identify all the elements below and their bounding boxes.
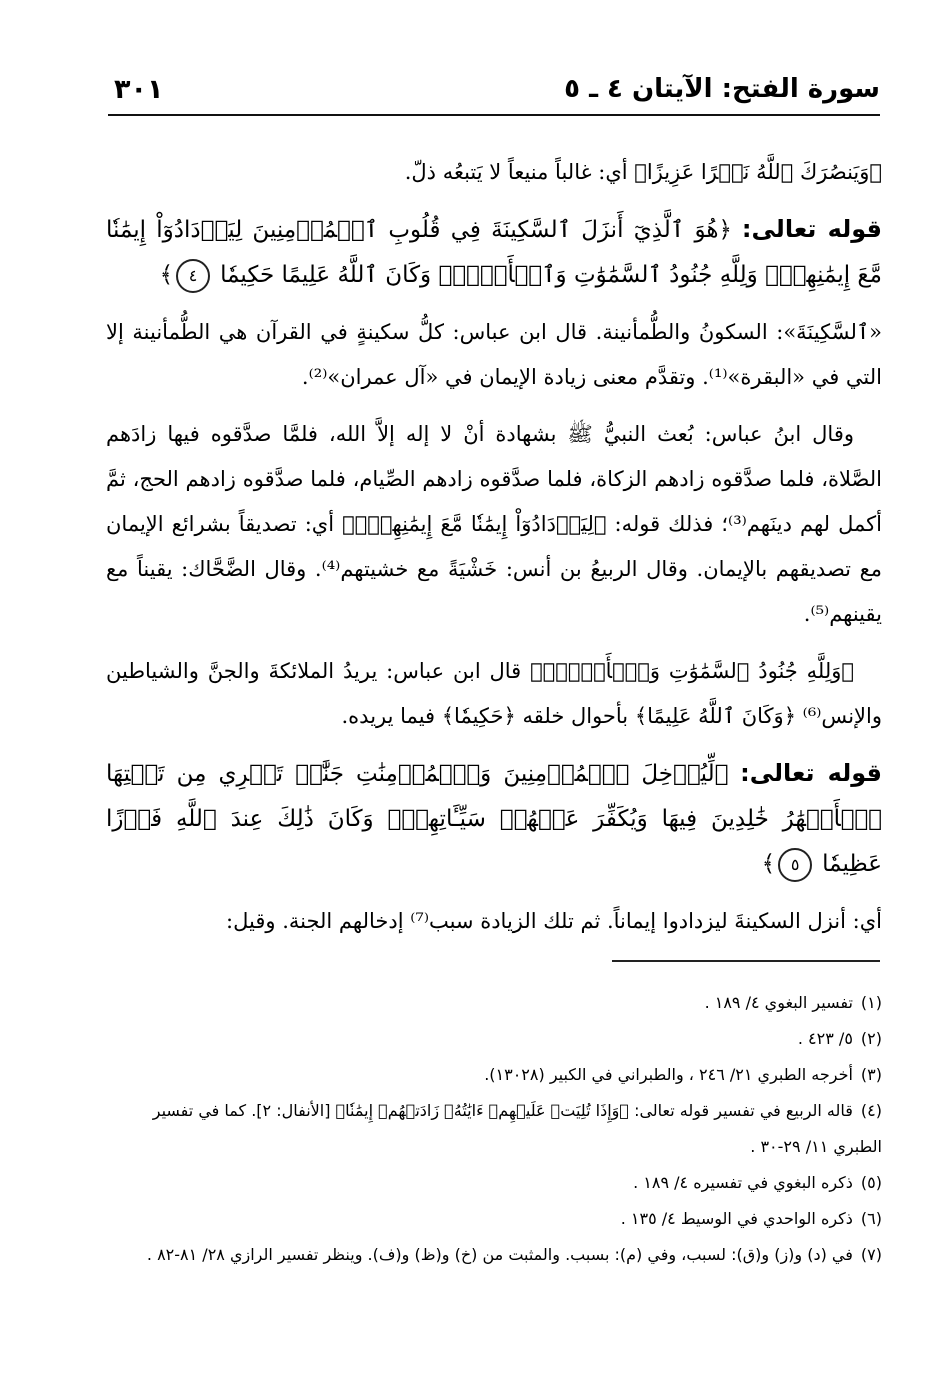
page-number: ٣٠١ [114,74,164,105]
paragraph-3: وقال ابنُ عباس: بُعث النبيُّ ﷺ بشهادة أنْ لا إله إلاَّ الله، فلمَّا صدَّقوه فيها زادَهم الصَّلاة، فلما صدَّقوه زادهم الزكاة، فلما صدَّقوه زادهم الصِّيام، فلما صدَّقوه زادهم الحج، ثمَّ أكمل لهم دينَهم⁽³⁾؛ فذلك قوله: ﴿لِيَزۡدَادُوٓاْ إِيمَٰنٗا مَّعَ إِيمَٰنِهِمۡۗ﴾ أي: تصديقاً بشرائع الإيمان مع تصديقهم بالإيمان. وقال الربيعُ بن أنس: خَشْيَةً مع خشيتهم⁽⁴⁾. وقال الضَّحَّاك: يقيناً مع يقينهم⁽⁵⁾. [106,422,882,626]
paragraph-1: ﴿وَيَنصُرَكَ ٱللَّهُ نَصۡرًا عَزِيزًا﴾ أي: غالباً منيعاً لا يَتبعُه ذلّ. [404,160,882,184]
footnote-number: (٤) [860,1101,882,1120]
footnote-text: في (د) و(ز) و(ق): لسبب، وفي (م): بسبب. والمثبت من (خ) و(ظ) و(ف). وينظر تفسير الرازي ٢٨/ ٨١-٨٢ . [146,1245,853,1264]
footnote-text: ذكره البغوي في تفسيره ٤/ ١٨٩ . [633,1173,853,1192]
footnote [106,985,882,1021]
verse-label: قوله تعالى: [740,759,882,787]
footnote-number: (٢) [860,1029,882,1048]
footnote-text: ٥/ ٤٢٣ . [797,1029,853,1048]
quran-verse-4 [106,207,882,298]
paragraph-4: ﴿وَلِلَّهِ جُنُودُ ٱلسَّمَٰوَٰتِ وَٱلۡأَرۡضِۚ﴾ قال ابن عباس: يريدُ الملائكةَ والجنَّ والشياطين والإنس⁽⁶⁾ ﴿وَكَانَ ٱللَّهُ عَلِيمًا﴾ بأحوال خلقه ﴿حَكِيمٗا﴾ فيما يريده. [106,659,882,728]
footnote-number: (٧) [860,1245,882,1264]
footnote-number: (٣) [860,1065,882,1084]
verse-label: قوله تعالى: [741,215,882,243]
quran-verse-5 [106,751,882,887]
footnote [106,1237,882,1273]
footnote-text: تفسير البغوي ٤/ ١٨٩ . [704,993,853,1012]
verse-text: ﴿لِّيُدۡخِلَ ٱلۡمُؤۡمِنِينَ وَٱلۡمُؤۡمِنَٰتِ جَنَّٰتٖ تَجۡرِي مِن تَحۡتِهَا ٱلۡأَنۡهَٰرُ خَٰلِدِينَ فِيهَا وَيُكَفِّرَ عَنۡهُمۡ سَيِّـَٔاتِهِمۡۚ وَكَانَ ذَٰلِكَ عِندَ ٱللَّهِ فَوۡزًا عَظِيمٗا [106,761,882,877]
paragraph-2: «ٱلسَّكِينَةَ»: السكونُ والطُّمأنينة. قال ابن عباس: كلُّ سكينةٍ في القرآن هي الطُّمأنينة إلا التي في «البقرة»⁽¹⁾. وتقدَّم معنى زيادة الإيمان في «آل عمران»⁽²⁾. [106,320,882,389]
paragraph-5: أي: أنزل السكينةَ ليزدادوا إيماناً. ثم تلك الزيادة سبب⁽⁷⁾ إدخالهم الجنة. وقيل: [226,909,882,933]
verse-close-bracket: ﴾ [761,851,776,877]
footnote-divider [612,960,880,962]
footnote-text: ذكره الواحدي في الوسيط ٤/ ١٣٥ . [620,1209,853,1228]
footnote [106,1057,882,1093]
running-title: سورة الفتح: الآيتان ٤ ـ ٥ [564,74,880,104]
footnote-number: (٦) [860,1209,882,1228]
header-divider [108,114,880,116]
footnote [106,1021,882,1057]
footnote-text: قاله الربيع في تفسير قوله تعالى: ﴿وَإِذَا تُلِيَتۡ عَلَيۡهِمۡ ءَايَٰتُهُۥ زَادَتۡهُمۡ إِيمَٰنٗا﴾ [الأنفال: ٢]. كما في تفسير الطبري ١١/ ٢٩-٣٠ . [152,1101,882,1156]
verse-number-marker: ٥ [778,848,812,882]
footnote-number: (٥) [860,1173,882,1192]
footnote [106,1201,882,1237]
verse-number-marker: ٤ [176,259,210,293]
main-text [106,150,882,956]
verse-text: ﴿هُوَ ٱلَّذِيٓ أَنزَلَ ٱلسَّكِينَةَ فِي قُلُوبِ ٱلۡمُؤۡمِنِينَ لِيَزۡدَادُوٓاْ إِيمَٰنٗا مَّعَ إِيمَٰنِهِمۡۗ وَلِلَّهِ جُنُودُ ٱلسَّمَٰوَٰتِ وَٱلۡأَرۡضِۚ وَكَانَ ٱللَّهُ عَلِيمًا حَكِيمٗا [106,217,882,288]
footnote [106,1165,882,1201]
page-header [108,68,880,116]
footnote [106,1093,882,1165]
footnote-number: (١) [860,993,882,1012]
footnotes [106,985,882,1273]
footnote-text: أخرجه الطبري ٢١/ ٢٤٦ ، والطبراني في الكبير (١٣٠٢٨). [484,1065,853,1084]
verse-close-bracket: ﴾ [159,262,174,288]
